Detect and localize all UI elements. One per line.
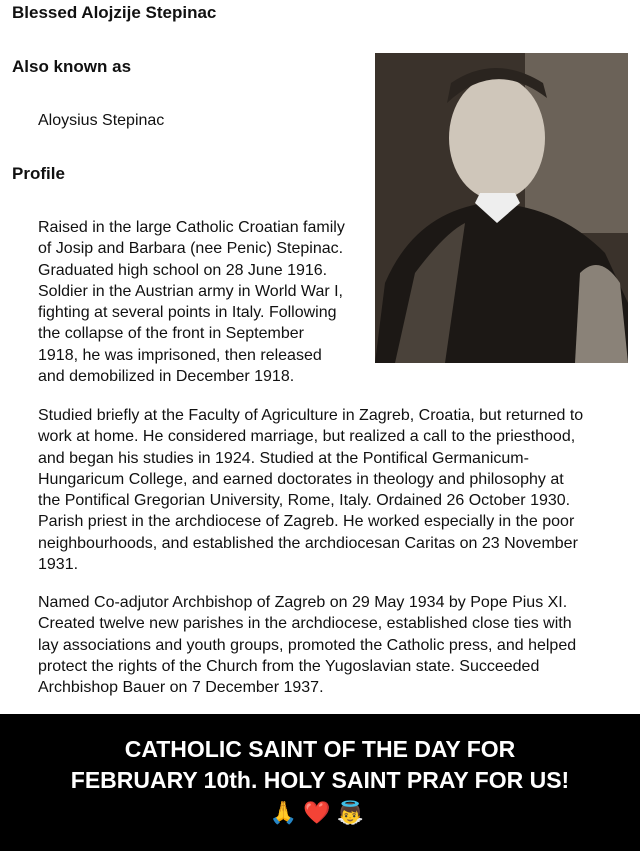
portrait-photo xyxy=(375,53,628,363)
text-line: neighbourhoods, and established the archdiocesan Caritas on 23 November xyxy=(38,534,578,552)
text-line: Soldier in the Austrian army in World War I, xyxy=(38,282,343,300)
text-line: lay associations and youth groups, promoted the Catholic press, and helped xyxy=(38,636,577,654)
text-line: Graduated high school on 28 June 1916. xyxy=(38,261,328,279)
profile-paragraph-2 xyxy=(38,405,583,575)
text-line: the collapse of the front in September xyxy=(38,325,304,343)
text-line: fighting at several points in Italy. Following xyxy=(38,304,337,322)
text-line: 1931. xyxy=(38,556,79,574)
text-line: of Josip and Barbara (nee Penic) Stepinac. xyxy=(38,240,344,258)
banner-line-2: FEBRUARY 10th. HOLY SAINT PRAY FOR US! xyxy=(70,767,570,793)
banner-line-1: CATHOLIC SAINT OF THE DAY FOR xyxy=(124,736,516,762)
text-line: Created twelve new parishes in the archdiocese, established close ties with xyxy=(38,615,572,633)
profile-paragraph-3 xyxy=(38,592,576,698)
text-line: and began his studies in 1924. Studied at the Pontifical Germanicum- xyxy=(38,449,529,467)
aka-heading: Also known as xyxy=(12,57,132,76)
text-line: and demobilized in December 1918. xyxy=(38,368,295,386)
text-line: Archbishop Bauer on 7 December 1937. xyxy=(38,679,324,697)
text-line: Raised in the large Catholic Croatian family xyxy=(38,219,345,236)
text-line: work at home. He considered marriage, but realized a call to the priesthood, xyxy=(38,428,576,446)
text-line: 1918, he was imprisoned, then released xyxy=(38,346,322,364)
text-line: the Pontifical Gregorian University, Rome, Italy. Ordained 26 October 1930. xyxy=(38,492,571,510)
text-line: Hungaricum College, and earned doctorates in theology and philosophy at xyxy=(38,470,564,488)
page-title: Blessed Alojzije Stepinac xyxy=(12,3,217,22)
profile-heading: Profile xyxy=(12,164,65,183)
text-line: Named Co-adjutor Archbishop of Zagreb on 29 May 1934 by Pope Pius XI. xyxy=(38,594,568,611)
text-line: protect the rights of the Church from the Yugoslavian state. Succeeded xyxy=(38,657,540,675)
profile-paragraph-1 xyxy=(38,217,345,387)
aka-value: Aloysius Stepinac xyxy=(38,112,165,129)
emoji-praying-heart-angel-icon: 🙏❤️👼 xyxy=(269,800,371,825)
text-line: Studied briefly at the Faculty of Agriculture in Zagreb, Croatia, but returned to xyxy=(38,407,584,424)
text-line: Parish priest in the archdiocese of Zagreb. He worked especially in the poor xyxy=(38,513,575,531)
caption-banner xyxy=(0,714,640,851)
